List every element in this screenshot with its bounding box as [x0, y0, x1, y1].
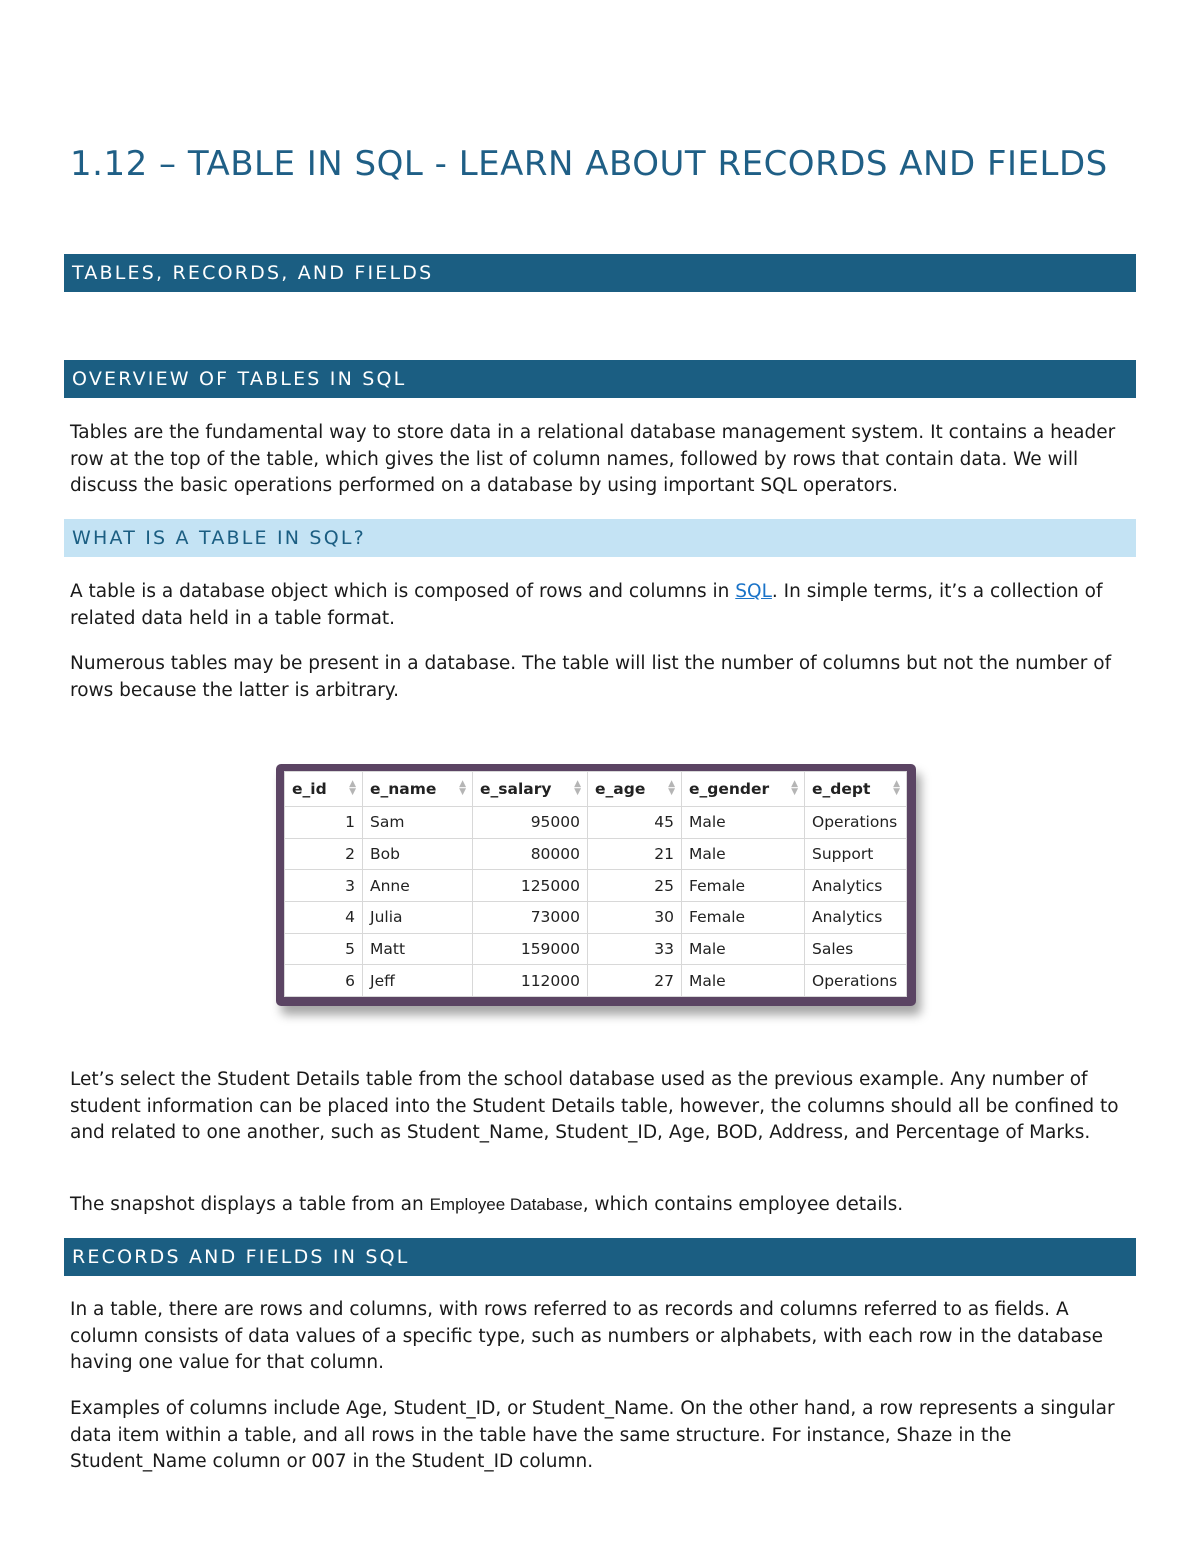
- table-row: [285, 933, 907, 965]
- cell-e-age: 25: [588, 870, 682, 902]
- cell-e-age: 27: [588, 965, 682, 997]
- cell-e-salary: 73000: [473, 901, 588, 933]
- cell-e-id: 1: [285, 807, 363, 839]
- cell-e-id: 6: [285, 965, 363, 997]
- columns-examples-paragraph: Examples of columns include Age, Student_ID, or Student_Name. On the other hand, a row represents a singular data item within a table, and all rows in the table have the same structure. For instance, Shaze in the Student_Name column or 007 in the Student_ID column.: [70, 1398, 1115, 1472]
- cell-e-name: Matt: [363, 933, 473, 965]
- what-is-text-end: . In simple terms, it’s a collection of related data held in a table format.: [70, 581, 1103, 629]
- column-header[interactable]: e_age ▲ ▼: [588, 772, 682, 807]
- sort-icon[interactable]: ▲ ▼: [349, 779, 356, 797]
- sort-icon[interactable]: ▲ ▼: [893, 779, 900, 797]
- cell-e-id: 3: [285, 870, 363, 902]
- column-header[interactable]: e_id ▲ ▼: [285, 772, 363, 807]
- cell-e-salary: 95000: [473, 807, 588, 839]
- tables-count-paragraph: Numerous tables may be present in a database. The table will list the number of columns but not the number of rows because the latter is arbitrary.: [70, 653, 1112, 701]
- cell-e-dept: Operations: [805, 965, 907, 997]
- cell-e-name: Anne: [363, 870, 473, 902]
- employee-table: [284, 771, 907, 997]
- snapshot-text-start: The snapshot displays a table from an: [70, 1194, 430, 1215]
- cell-e-gender: Male: [682, 807, 805, 839]
- table-row: [285, 965, 907, 997]
- column-header[interactable]: e_gender ▲ ▼: [682, 772, 805, 807]
- sort-icon[interactable]: ▲ ▼: [459, 779, 466, 797]
- cell-e-gender: Female: [682, 901, 805, 933]
- cell-e-age: 33: [588, 933, 682, 965]
- employee-database-term: Employee Database: [429, 1195, 583, 1214]
- cell-e-gender: Male: [682, 965, 805, 997]
- cell-e-dept: Analytics: [805, 870, 907, 902]
- what-is-text-start: A table is a database object which is composed of rows and columns in: [70, 581, 736, 602]
- cell-e-gender: Male: [682, 933, 805, 965]
- snapshot-text-end: , which contains employee details.: [582, 1194, 904, 1215]
- cell-e-dept: Operations: [805, 807, 907, 839]
- cell-e-id: 2: [285, 838, 363, 870]
- column-header[interactable]: e_salary ▲ ▼: [473, 772, 588, 807]
- cell-e-id: 5: [285, 933, 363, 965]
- table-row: [285, 807, 907, 839]
- sql-link[interactable]: SQL: [735, 581, 772, 602]
- page-title: 1.12 – TABLE IN SQL - LEARN ABOUT RECORDS AND FIELDS: [70, 144, 1108, 184]
- table-header-row: [285, 772, 907, 807]
- cell-e-salary: 80000: [473, 838, 588, 870]
- cell-e-salary: 159000: [473, 933, 588, 965]
- cell-e-name: Jeff: [363, 965, 473, 997]
- cell-e-name: Bob: [363, 838, 473, 870]
- cell-e-name: Sam: [363, 807, 473, 839]
- section-header-records-fields: RECORDS AND FIELDS IN SQL: [64, 1238, 1136, 1276]
- cell-e-dept: Sales: [805, 933, 907, 965]
- table-row: [285, 838, 907, 870]
- cell-e-age: 21: [588, 838, 682, 870]
- records-fields-paragraph: In a table, there are rows and columns, with rows referred to as records and columns referred to as fields. A column consists of data values of a specific type, such as numbers or alphabets, with each row in the database having one value for that column.: [70, 1299, 1103, 1373]
- table-row: [285, 901, 907, 933]
- table-row: [285, 870, 907, 902]
- cell-e-gender: Female: [682, 870, 805, 902]
- sort-icon[interactable]: ▲ ▼: [668, 779, 675, 797]
- snapshot-paragraph: [70, 1192, 1130, 1219]
- student-details-paragraph: Let’s select the Student Details table from the school database used as the previous example. Any number of student information can be placed into the Student Details table, however, the columns should all be confined to and related to one another, such as Student_Name, Student_ID, Age, BOD, Address, and Percentage of Marks.: [70, 1069, 1119, 1143]
- section-header-what-is-table: WHAT IS A TABLE IN SQL?: [64, 519, 1136, 557]
- overview-paragraph: Tables are the fundamental way to store data in a relational database management system. It contains a header row at the top of the table, which gives the list of column names, followed by rows that contain data. We will discuss the basic operations performed on a database by using important SQL operators.: [70, 422, 1116, 496]
- cell-e-gender: Male: [682, 838, 805, 870]
- cell-e-age: 45: [588, 807, 682, 839]
- column-header[interactable]: e_name ▲ ▼: [363, 772, 473, 807]
- cell-e-age: 30: [588, 901, 682, 933]
- cell-e-id: 4: [285, 901, 363, 933]
- cell-e-dept: Analytics: [805, 901, 907, 933]
- cell-e-salary: 125000: [473, 870, 588, 902]
- employee-table-figure: [276, 764, 916, 1006]
- cell-e-dept: Support: [805, 838, 907, 870]
- cell-e-name: Julia: [363, 901, 473, 933]
- section-header-overview: OVERVIEW OF TABLES IN SQL: [64, 360, 1136, 398]
- cell-e-salary: 112000: [473, 965, 588, 997]
- column-header[interactable]: e_dept ▲ ▼: [805, 772, 907, 807]
- sort-icon[interactable]: ▲ ▼: [574, 779, 581, 797]
- what-is-table-paragraph: [70, 579, 1130, 632]
- section-header-tables-records-fields: TABLES, RECORDS, AND FIELDS: [64, 254, 1136, 292]
- sort-icon[interactable]: ▲ ▼: [791, 779, 798, 797]
